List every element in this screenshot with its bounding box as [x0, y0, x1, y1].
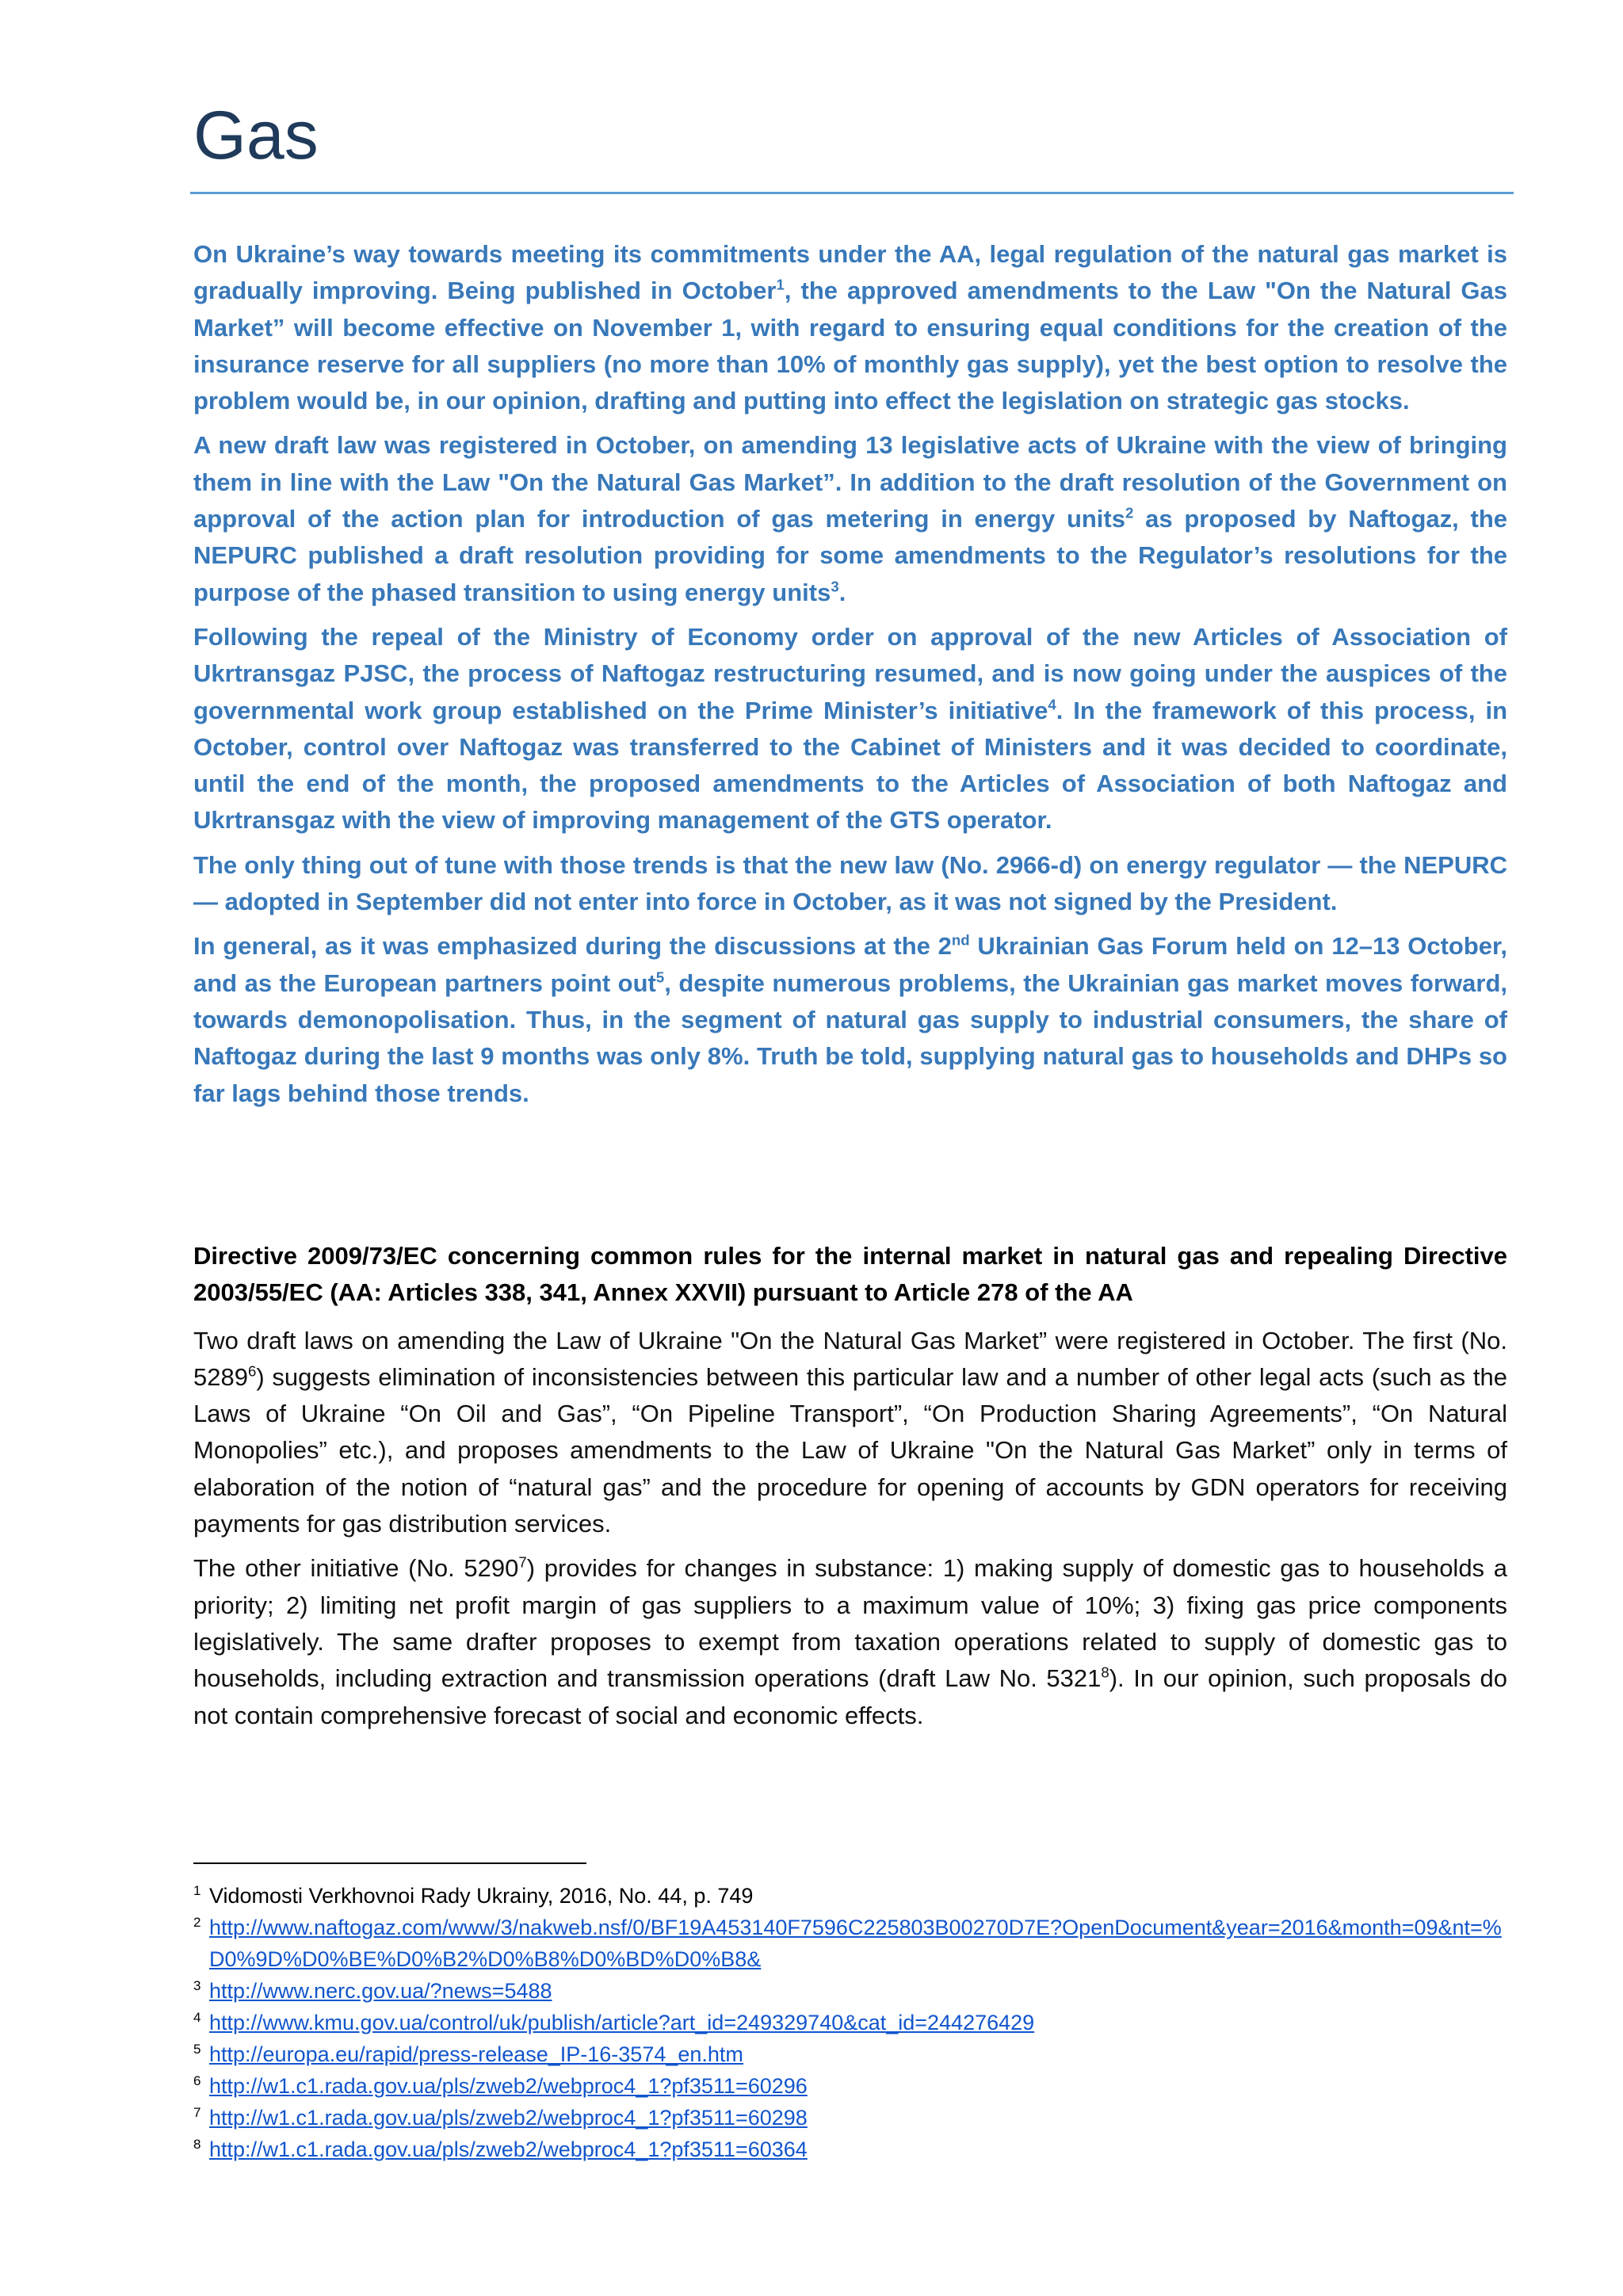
footnote-number: 8	[193, 2137, 201, 2152]
footnote-number: 3	[193, 1978, 201, 1993]
summary-paragraph-5: In general, as it was emphasized during the discussions at the 2nd Ukrainian Gas Forum held on 12–13 October, and as the European partners point out$^5$, despite numerous problems, the Ukrainian gas market moves forward, towards demonopolisation. Thus, in the segment of natural gas supply to industrial consumers, the share of Naftogaz during the last 9 months was only 8%. Truth be told, supplying natural gas to households and DHPs so far lags behind those trends.	[193, 932, 1507, 1107]
footnote-text: Vidomosti Verkhovnoi Rady Ukrainy, 2016, No. 44, p. 749	[209, 1884, 754, 1908]
footnote-item	[193, 2102, 1509, 2134]
footnote-ref-4[interactable]: 4	[1048, 696, 1056, 713]
footnote-item	[193, 1975, 1509, 2007]
footnote-link[interactable]: http://www.naftogaz.com/www/3/nakweb.nsf/0/BF19A453140F7596C225803B00270D7E?OpenDocument&year=2016&month=09&nt=%D0%9D%D0%BE%D0%B2%D0%B8%D0%BD%D0%B8&	[209, 1916, 1502, 1971]
summary-paragraph-2: A new draft law was registered in October, on amending 13 legislative acts of Ukraine with the view of bringing them in line with the Law "On the Natural Gas Market”. In addition to the draft resolution of the Government on approval of the action plan for introduction of gas metering in energy units$^2$ as proposed by Naftogaz, the NEPURC published a draft resolution providing for some amendments to the Regulator’s resolutions for the purpose of the phased transition to using energy units$^3$.	[193, 431, 1507, 606]
directive-paragraph-2: The other initiative (No. 5290$^7$) provides for changes in substance: 1) making supply of domestic gas to households a priority; 2) limiting net profit margin of gas suppliers to a maximum value of 10%; 3) fixing gas price components legislatively. The same drafter proposes to exempt from taxation operations related to supply of domestic gas to households, including extraction and transmission operations (draft Law No. 5321$^8$). In our opinion, such proposals do not contain comprehensive forecast of social and economic effects.	[193, 1554, 1507, 1729]
page-title: Gas	[193, 97, 319, 174]
footnote-ref-6[interactable]: 6	[247, 1362, 257, 1380]
summary-block	[193, 236, 1507, 1120]
footnote-separator	[193, 1862, 586, 1864]
footnote-item	[193, 2070, 1509, 2102]
title-underline	[190, 192, 1514, 194]
summary-paragraph-4: The only thing out of tune with those trends is that the new law (No. 2966-d) on energy regulator — the NEPURC — adopted in September did not enter into force in October, as it was not signed by the President.	[193, 850, 1507, 916]
footnote-ref-8[interactable]: 8	[1101, 1664, 1109, 1681]
summary-paragraph-3: Following the repeal of the Ministry of Economy order on approval of the new Articles of Association of Ukrtransgaz PJSC, the process of Naftogaz restructuring resumed, and is now going under the auspices of the governmental work group established on the Prime Minister’s initiative$^4$. In the framework of this process, in October, control over Naftogaz was transferred to the Cabinet of Ministers and it was decided to coordinate, until the end of the month, the proposed amendments to the Articles of Association of both Naftogaz and Ukrtransgaz with the view of improving management of the GTS operator.	[193, 622, 1508, 835]
directive-heading: Directive 2009/73/EC concerning common rules for the internal market in natural gas and repealing Directive 2003/55/EC (AA: Articles 338, 341, Annex XXVII) pursuant to Article 278 of the AA	[193, 1242, 1507, 1307]
footnote-number: 1	[193, 1883, 201, 1898]
directive-section	[193, 1238, 1507, 1742]
footnote-ref-7[interactable]: 7	[518, 1554, 527, 1572]
footnote-number: 5	[193, 2042, 201, 2057]
footnote-ref-1[interactable]: 1	[776, 276, 785, 293]
footnote-link[interactable]: http://www.nerc.gov.ua/?news=5488	[209, 1979, 552, 2003]
footnote-item	[193, 1912, 1509, 1975]
footnote-item	[193, 1880, 1509, 1912]
footnote-link[interactable]: http://www.kmu.gov.ua/control/uk/publish/article?art_id=249329740&cat_id=244276429	[209, 2011, 1035, 2034]
footnote-number: 4	[193, 2010, 201, 2025]
directive-paragraph-1: Two draft laws on amending the Law of Ukraine "On the Natural Gas Market” were registered in October. The first (No. 5289$^6$) suggests elimination of inconsistencies between this particular law and a number of other legal acts (such as the Laws of Ukraine “On Oil and Gas”, “On Pipeline Transport”, “On Production Sharing Agreements”, “On Natural Monopolies” etc.), and proposes amendments to the Law of Ukraine "On the Natural Gas Market” only in terms of elaboration of the notion of “natural gas” and the procedure for opening of accounts by GDN operators for receiving payments for gas distribution services.	[193, 1326, 1507, 1538]
footnote-ref-3[interactable]: 3	[831, 578, 839, 595]
footnote-number: 2	[193, 1915, 201, 1930]
footnote-item	[193, 2134, 1509, 2165]
footnote-link[interactable]: http://w1.c1.rada.gov.ua/pls/zweb2/webproc4_1?pf3511=60298	[209, 2106, 808, 2130]
summary-paragraph-1: On Ukraine’s way towards meeting its commitments under the AA, legal regulation of the natural gas market is gradually improving. Being published in October$^1$, the approved amendments to the Law "On the Natural Gas Market” will become effective on November 1, with regard to ensuring equal conditions for the creation of the insurance reserve for all suppliers (no more than 10% of monthly gas supply), yet the best option to resolve the problem would be, in our opinion, drafting and putting into effect the legislation on strategic gas stocks.	[193, 240, 1507, 415]
footnote-item	[193, 2038, 1509, 2070]
footnote-ref-2[interactable]: 2	[1125, 504, 1134, 521]
footnotes-list	[193, 1880, 1509, 2165]
footnote-number: 6	[193, 2073, 201, 2088]
ordinal-suffix: nd	[951, 932, 970, 949]
footnote-link[interactable]: http://w1.c1.rada.gov.ua/pls/zweb2/webproc4_1?pf3511=60364	[209, 2137, 808, 2161]
footnote-link[interactable]: http://w1.c1.rada.gov.ua/pls/zweb2/webproc4_1?pf3511=60296	[209, 2074, 808, 2098]
footnote-number: 7	[193, 2105, 201, 2120]
footnote-ref-5[interactable]: 5	[655, 968, 665, 986]
footnote-link[interactable]: http://europa.eu/rapid/press-release_IP-16-3574_en.htm	[209, 2042, 743, 2066]
footnote-item	[193, 2007, 1509, 2038]
